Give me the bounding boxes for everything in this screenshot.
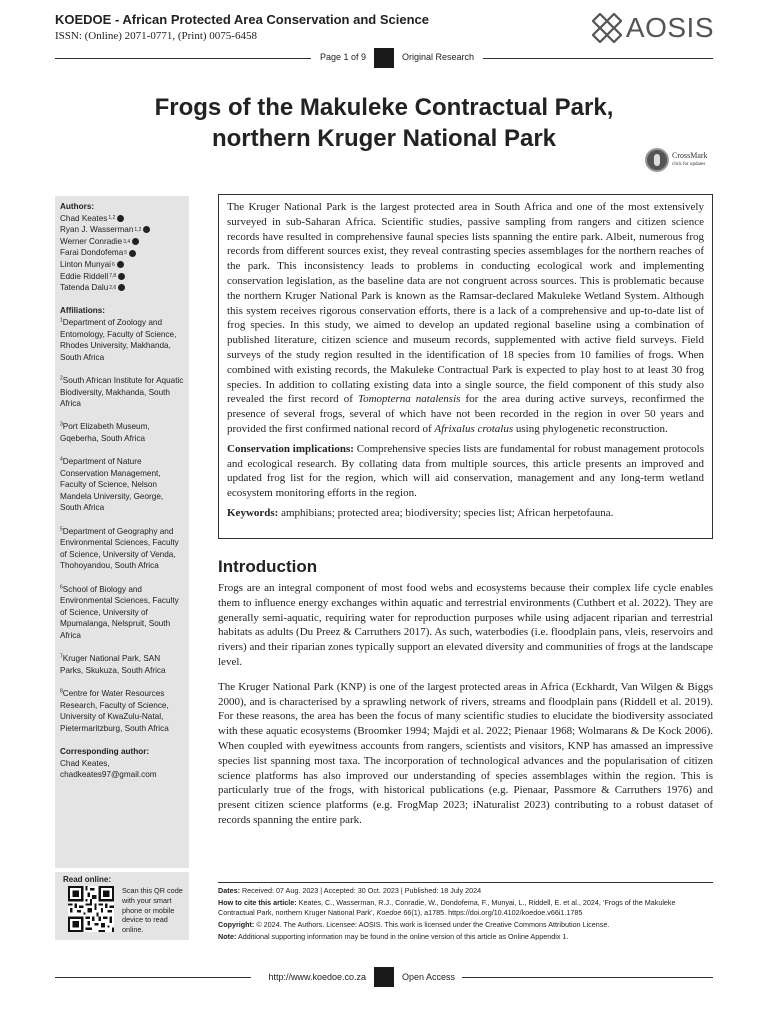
implications-label: Conservation implications: [227, 442, 354, 455]
affiliation-item [60, 584, 184, 642]
conservation-implications [227, 442, 704, 501]
author-item: Chad Keates 1,2 [60, 213, 184, 225]
affiliation-number: 3 [60, 421, 63, 428]
crossmark-icon [645, 148, 669, 172]
abstract-box [218, 194, 713, 539]
qr-code-icon[interactable] [68, 886, 114, 932]
introduction-body [218, 581, 713, 838]
abstract-text: The Kruger National Park is the largest protected area in South Africa and one of the most extensively surveyed in sub-Saharan Africa. Scientific studies, passive sampling from rangers and citizen science records have resulted in comprehensive faunal species lists spanning the entire park. Albeit, numerous frog records from different sources exist, they reveal contrasting species assemblages for the northern reaches of the park. This inconsistency leads to problems in conducting ecological work and implementing conservation legislation, as the baseline data are not congruent across sources. This is problematic because the northern Kruger National Park is known as the Ramsar-declared Makuleke Wetland System. Although this system receives rigorous conservation efforts, there is a lack of a comprehensive and up-to-date list of frog species. In this study, we aimed to develop an updated regional baseline using a combination of published literature, citizen science and museum records, supplemented with active field surveys. Field surveys of the study region resulted in the identification of 18 species from 10 families of frogs. When combined with existing records, the Makuleke Contractual Park is expected to play host to at least 30 frog species. In addition to collating existing data into a single source, the field component of this study also revealed the first record of [227, 201, 704, 406]
author-item: Tatenda Dalu 2,6 [60, 282, 184, 294]
citation-note [218, 898, 713, 918]
keywords-text: amphibians; protected area; biodiversity; species list; African herpetofauna. [278, 506, 614, 519]
corresponding-author-name: Chad Keates, [60, 758, 110, 768]
introduction-paragraph: Frogs are an integral component of most food webs and ecosystems because their complex life cycle enables them to influence energy exchanges within aquatic and terrestrial environments (Cuthbert et al. 2022). They are generally semi-aquatic, requiring water for reproduction purposes while using adjacent riparian and terrestrial habitats as adults (Du Preez & Carruthers 2017). As such, waterbodies (i.e. floodplain pans, vleis, reservoirs and rivers) and their riparian zones typically support an elevated diversity and communities of frogs at the landscape level. [218, 582, 713, 668]
author-name: Chad Keates [60, 213, 108, 223]
affiliation-text: School of Biology and Environmental Sciences, Faculty of Science, University of Mpumalanga, Nelspruit, South Africa [60, 584, 179, 640]
copyright-note [218, 920, 713, 930]
journal-name: KOEDOE - African Protected Area Conservation and Science [55, 12, 429, 27]
dates-note [218, 886, 713, 896]
publisher-name: AOSIS [625, 12, 714, 43]
affiliation-number: 1 [60, 317, 63, 324]
open-access-label: Open Access [402, 972, 456, 982]
divider [55, 58, 311, 59]
note-text: Additional supporting information may be found in the online version of this article as Online Appendix 1. [236, 932, 569, 941]
copyright-text: © 2024. The Authors. Licensee: AOSIS. This work is licensed under the Creative Commons Attribution License. [254, 920, 610, 929]
affiliation-text: Kruger National Park, SAN Parks, Skukuza, South Africa [60, 654, 166, 675]
read-online-box [55, 872, 189, 940]
author-name: Eddie Riddell [60, 271, 109, 281]
note-label: Note: [218, 932, 237, 941]
divider-block [374, 48, 394, 68]
orcid-icon[interactable] [118, 284, 125, 291]
orcid-icon[interactable] [118, 273, 125, 280]
affiliation-number: 4 [60, 456, 63, 463]
corresponding-author-label: Corresponding author: [60, 746, 150, 756]
author-item: Ryan J. Wasserman 1,2 [60, 224, 184, 236]
footer-bar [0, 967, 768, 987]
issn: ISSN: (Online) 2071-0771, (Print) 0075-6458 [55, 30, 257, 42]
author-item: Farai Dondofema 5 [60, 247, 184, 259]
affiliation-text: South African Institute for Aquatic Biodiversity, Makhanda, South Africa [60, 375, 184, 409]
article-type: Original Research [402, 52, 475, 62]
author-name: Linton Munyai [60, 259, 111, 269]
orcid-icon[interactable] [143, 226, 150, 233]
affiliation-item [60, 375, 184, 410]
species-name: Tomopterna natalensis [357, 393, 461, 406]
read-online-label: Read online: [63, 875, 112, 884]
divider [483, 58, 713, 59]
divider-block [374, 967, 394, 987]
journal-website-link[interactable]: http://www.koedoe.co.za [268, 972, 366, 982]
keywords [227, 506, 704, 521]
aosis-logo-icon [592, 13, 622, 43]
abstract-text: using phylogenetic reconstruction. [513, 422, 668, 435]
divider [55, 977, 251, 978]
authors-label: Authors: [60, 202, 95, 211]
orcid-icon[interactable] [117, 261, 124, 268]
affiliation-item [60, 526, 184, 572]
author-item: Eddie Riddell 7,8 [60, 271, 184, 283]
crossmark-sublabel: click for updates [672, 162, 706, 167]
affiliation-item [60, 317, 184, 363]
corresponding-author-email[interactable]: chadkeates97@gmail.com [60, 770, 157, 780]
read-online-instructions: Scan this QR code with your smart phone or mobile device to read online. [122, 886, 183, 935]
affiliation-item [60, 653, 184, 676]
article-title [55, 92, 713, 154]
divider [462, 977, 713, 978]
affiliation-text: Department of Zoology and Entomology, Faculty of Science, Rhodes University, Makhanda, South Africa [60, 317, 177, 362]
abstract-text: for the area during active surveys, reconfirmed the presence of several frogs, several of which have not been recorded in the region in over 50 years and provided the first confirmed national record of [227, 393, 704, 435]
affiliation-item [60, 688, 184, 734]
affiliation-number: 2 [60, 375, 63, 382]
affiliation-item [60, 456, 184, 514]
author-sidebar [55, 196, 189, 868]
orcid-icon[interactable] [117, 215, 124, 222]
introduction-heading: Introduction [218, 557, 318, 576]
orcid-icon[interactable] [129, 250, 136, 257]
introduction-paragraph: The Kruger National Park (KNP) is one of the largest protected areas in Africa (Eckhardt, Van Wilgen & Biggs 2000), and is characterised by a sprawling network of rivers, streams and floodplain pans (Riddell et al. 2019). For these reasons, the area has been the focus of many scientific studies to elucidate the biodiversity associated with these aquatic ecosystems (Broomker 1994; Majdi et al. 2022; Pienaar 1968; Wolmarans & De Kock 2006). When coupled with eyewitness accounts from rangers, scientists and visitors, KNP has amassed an impressive species list spanning most taxa. The incorporation of technological advances and the popularisation of citizen science platforms has also improved our understanding of species assemblages within the region. This is particularly true of the frogs, with historical publications (e.g. Pienaar, Passmore & Carruthers 1976) and present citizen science platforms (e.g. FrogMap 2023; iNaturalist 2023) contributing to a robust dataset of records spanning the entire park. [218, 680, 713, 826]
citation-label: How to cite this article: [218, 898, 297, 907]
author-name: Farai Dondofema [60, 248, 124, 258]
keywords-label: Keywords: [227, 506, 279, 519]
crossmark-label: CrossMark [672, 151, 708, 160]
title-line-2: northern Kruger National Park [211, 125, 557, 152]
affiliation-number: 5 [60, 525, 63, 532]
author-name: Werner Conradie [60, 236, 123, 246]
article-footnotes [218, 882, 713, 944]
publisher-logo [592, 12, 714, 44]
dates-label: Dates: [218, 886, 240, 895]
title-line-1: Frogs of the Makuleke Contractual Park, [154, 94, 614, 121]
author-name: Ryan J. Wasserman [60, 225, 134, 235]
affiliations-label: Affiliations: [60, 306, 106, 316]
affiliation-text: Port Elizabeth Museum, Gqeberha, South Africa [60, 422, 150, 443]
affiliation-item [60, 421, 184, 444]
affiliation-text: Department of Nature Conservation Management, Faculty of Science, Nelson Mandela University, George, South Africa [60, 457, 164, 513]
citation-text: Keates, C., Wasserman, R.J., Conradie, W., Dondofema, F., Munyai, L., Riddell, E. et al., 2024, ‘Frogs of the Makuleke Contractual Park, northern Kruger National Park’, [218, 898, 676, 917]
author-item: Linton Munyai 6 [60, 259, 184, 271]
affiliation-number: 8 [60, 688, 63, 695]
crossmark-badge[interactable] [645, 148, 708, 172]
page-info-bar [0, 48, 768, 68]
affiliation-text: Centre for Water Resources Research, Faculty of Science, University of KwaZulu-Natal, Pietermaritzburg, South Africa [60, 688, 169, 733]
page-number: Page 1 of 9 [319, 52, 366, 62]
affiliation-text: Department of Geography and Environmental Sciences, Faculty of Science, University of Venda, Thohoyandou, South Africa [60, 526, 179, 571]
supporting-info-note [218, 932, 713, 942]
implications-text: Comprehensive species lists are fundamental for robust management protocols and ecological research. By collating data from multiple sources, this article presents an improved and updated frog list for the region, which will aid conservation, management and any long-term wetland ecosystem monitoring efforts in the region. [227, 442, 705, 500]
affiliation-number: 7 [60, 653, 63, 660]
orcid-icon[interactable] [132, 238, 139, 245]
author-item: Werner Conradie 3,4 [60, 236, 184, 248]
author-name: Tatenda Dalu [60, 283, 109, 293]
dates-text: Received: 07 Aug. 2023 | Accepted: 30 Oct. 2023 | Published: 18 July 2024 [239, 886, 482, 895]
species-name: Afrixalus crotalus [434, 422, 514, 435]
citation-doi[interactable]: 66(1), a1785. https://doi.org/10.4102/koedoe.v66i1.1785 [401, 908, 583, 917]
affiliation-number: 6 [60, 583, 63, 590]
citation-journal: Koedoe [376, 908, 402, 917]
abstract-paragraph [227, 200, 704, 437]
copyright-label: Copyright: [218, 920, 255, 929]
